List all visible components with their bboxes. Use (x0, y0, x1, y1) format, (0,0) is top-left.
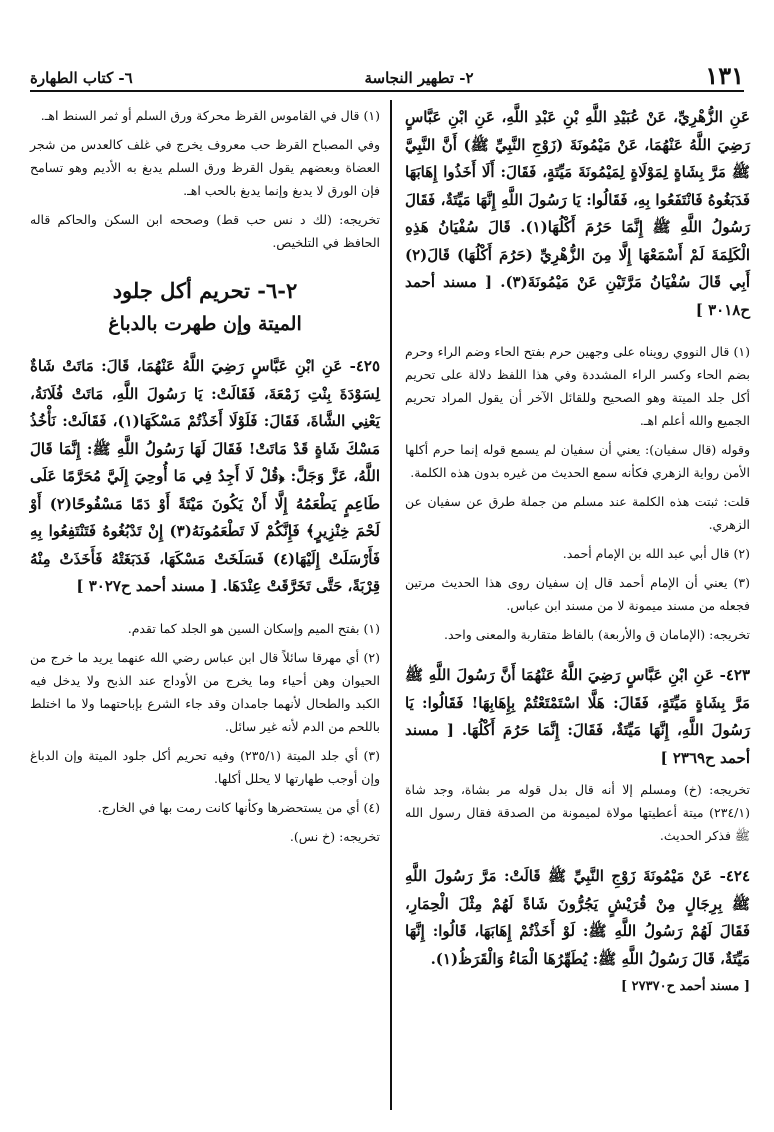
footnote: (٣) أي جلد الميتة (٢٣٥/١) وفيه تحريم أكل جلود الميتة وإن الدباغ وإن أوجب طهارتها لا يحلل أكلها. (30, 747, 380, 786)
footnote: (٣) يعني أن الإمام أحمد قال إن سفيان روى هذا الحديث مرتين فجعله من مسند ميمونة لا من مسند ابن عباس. (405, 575, 750, 613)
left-column (30, 104, 380, 854)
footnote: قلت: ثبتت هذه الكلمة عند مسلم من جملة طرق عن سفيان عن الزهري. (405, 494, 750, 532)
book-title: ٦- كتاب الطهارة (30, 69, 133, 87)
footnote: (١) قال في القاموس القرظ محركة ورق السلم أو ثمر السنط اهـ. (40, 108, 380, 123)
footnote: وفي المصباح القرظ حب معروف يخرج في غلف كالعدس من شجر العضاة وبعضهم يقول القرظ ورق السلم يدبغ به الأديم وهو تسامح فإن الورق لا يدبغ وإنما يدبغ بالحب اهـ. (30, 137, 380, 198)
footnote: (٢) قال أبي عبد الله بن الإمام أحمد. (562, 546, 750, 561)
column-divider (390, 100, 392, 1110)
section-subtitle: الميتة وإن طهرت بالدباغ (108, 313, 302, 335)
footnote: وقوله (قال سفيان): يعني أن سفيان لم يسمع قوله إنما حرم أكلها الأمن رواية الزهري فكأنه سمع الحديث من غيره بدون هذه الكلمة. (405, 442, 750, 480)
hadith-423: ٤٢٣- عَنِ ابْنِ عَبَّاسٍ رَضِيَ اللَّهُ عَنْهُمَا أَنَّ رَسُولَ اللَّهِ ﷺ مَرَّ بِشَاةٍ مَيِّتَةٍ، فَقَالَ: هَلَّا اسْتَمْتَعْتُمْ بِإِهَابِهَا! فَقَالُوا: يَا رَسُولَ اللَّهِ، إِنَّهَا مَيِّتَةٌ، فَقَالَ: إِنَّمَا حَرُمَ أَكْلُهَا. [ مسند أحمد ح٢٣٦٩ ] (405, 666, 750, 767)
page-header (30, 62, 744, 92)
footnote: (١) بفتح الميم وإسكان السين هو الجلد كما تقدم. (127, 620, 380, 636)
takhrij-note: تخريجه: (خ) ومسلم إلا أنه قال بدل قوله مر بشاة، وجد شاة (٢٣٤/١) ميتة أعطيتها مولاة لميمونة من الصدقة فقال رسول الله ﷺ فذكر الحديث. (405, 782, 750, 843)
footnote: (٤) أي من يستحضرها وكأنها كانت رمت بها في الخارج. (97, 799, 380, 815)
takhrij-note: تخريجه: (خ نس). (289, 828, 380, 844)
footnote: (١) قال النووي رويناه على وجهين حرم بفتح الحاء وضم الراء وحرم بضم الحاء وكسر الراء المشددة وفي هذا اللفظ دلالة على تحريم أكل جلد الميتة وهو الصحيح وللقائل الآخر أن يقول المراد تحريم الجميع والله أعلم اهـ. (405, 344, 750, 428)
takhrij-note: تخريجه: (الإمامان ق والأربعة) بالفاظ متقاربة والمعنى واحد. (444, 627, 750, 642)
chapter-title: ٢- تطهير النجاسة (364, 69, 474, 87)
hadith-424: ٤٢٤- عَنْ مَيْمُونَةَ زَوْجِ النَّبِيِّ ﷺ قَالَتْ: مَرَّ رَسُولَ اللَّهِ ﷺ بِرِجَالٍ مِنْ قُرَيْشٍ يَجُرُّونَ شَاةً لَهُمْ مِثْلَ الْحِمَارِ، فَقَالَ لَهُمْ رَسُولُ اللَّهِ ﷺ: لَوْ أَخَذْتُمْ إِهَابَهَا، قَالُوا: إِنَّهَا مَيِّتَةٌ، قَالَ رَسُولُ اللَّهِ ﷺ: يُطَهِّرُهَا الْمَاءُ وَالْقَرَظُ(١). (405, 867, 750, 968)
footnote: (٢) أي مهرقا سائلاً قال ابن عباس رضي الله عنهما يريد ما خرج من الحيوان وهن أحياء وما يخرج من الأوداج عند الذبح ولا يدخل فيه الكبد والطحال لأنهما جامدان وقد جاء الشرع بإباحتهما ولا ما اختلط باللحم من الدم لأنه غير سائل. (30, 649, 380, 734)
takhrij-note: تخريجه: (لك د نس حب قط) وصححه ابن السكن والحاكم قاله الحافظ في التلخيص. (30, 212, 380, 250)
page-number: ١٣١ (705, 61, 744, 90)
hadith-text: عَنِ الزُّهْرِيِّ، عَنْ عُبَيْدِ اللَّهِ بْنِ عَبْدِ اللَّهِ، عَنِ ابْنِ عَبَّاسٍ رَضِيَ اللَّهُ عَنْهُمَا، عَنْ مَيْمُونَةَ (زَوْجِ النَّبِيِّ ﷺ) أَنَّ النَّبِيَّ ﷺ مَرَّ بِشَاةٍ لِمَوْلَاةٍ لِمَيْمُونَةَ مَيِّتَةٍ، فَقَالَ: أَلَا أَخَذُوا إِهَابَهَا فَدَبَغُوهُ فَانْتَفَعُوا بِهِ، فَقَالُوا: يَا رَسُولَ اللَّهِ إِنَّهَا مَيِّتَةٌ، فَقَالَ رَسُولُ اللَّهِ ﷺ إِنَّمَا حَرُمَ أَكْلُهَا(١). قَالَ سُفْيَانُ هَذِهِ الْكَلِمَةَ لَمْ أَسْمَعْهَا إِلَّا مِنَ الزُّهْرِيِّ (حَرُمَ أَكْلُهَا) قَالَ(٢) أَبِي قَالَ سُفْيَانُ مَرَّتَيْنِ عَنْ مَيْمُونَةَ(٣). [ مسند أحمد ح٣٠١٨ ] (405, 108, 750, 319)
hadith-425: ٤٢٥- عَنِ ابْنِ عَبَّاسٍ رَضِيَ اللَّهُ عَنْهُمَا، قَالَ: مَاتَتْ شَاةٌ لِسَوْدَةَ بِنْتِ زَمْعَةَ، فَقَالَتْ: يَا رَسُولَ اللَّهِ، مَاتَتْ فُلَانَةُ، يَعْنِي الشَّاةَ، فَقَالَ: فَلَوْلَا أَخَذْتُمْ مَسْكَهَا(١)، فَقَالَتْ: نَأْخُذُ مَسْكَ شَاةٍ قَدْ مَاتَتْ! فَقَالَ لَهَا رَسُولُ اللَّهِ ﷺ: إِنَّمَا قَالَ اللَّهُ، عَزَّ وَجَلَّ: ﴿قُلْ لَا أَجِدُ فِي مَا أُوحِيَ إِلَيَّ مُحَرَّمًا عَلَى طَاعِمٍ يَطْعَمُهُ إِلَّا أَنْ يَكُونَ مَيْتَةً أَوْ دَمًا مَسْفُوحًا(٢) أَوْ لَحْمَ خِنْزِيرٍ﴾ فَإِنَّكُمْ لَا تَطْعَمُونَهُ(٣) إِنْ تَدْبُغُوهُ فَتَنْتَفِعُوا بِهِ فَأَرْسَلَتْ إِلَيْهَا(٤) فَسَلَخَتْ مَسْكَهَا، فَدَبَغَتْهُ فَأَخَذَتْ مِنْهُ قِرْبَةً، حَتَّى تَخَرَّقَتْ عِنْدَهَا. [ مسند أحمد ح٣٠٢٧ ] (30, 357, 381, 595)
section-title: ٢-٦- تحريم أكل جلود (112, 278, 298, 303)
right-column (405, 104, 750, 1000)
hadith-reference: [ مسند أحمد ح٢٧٣٧٠ ] (620, 979, 750, 994)
